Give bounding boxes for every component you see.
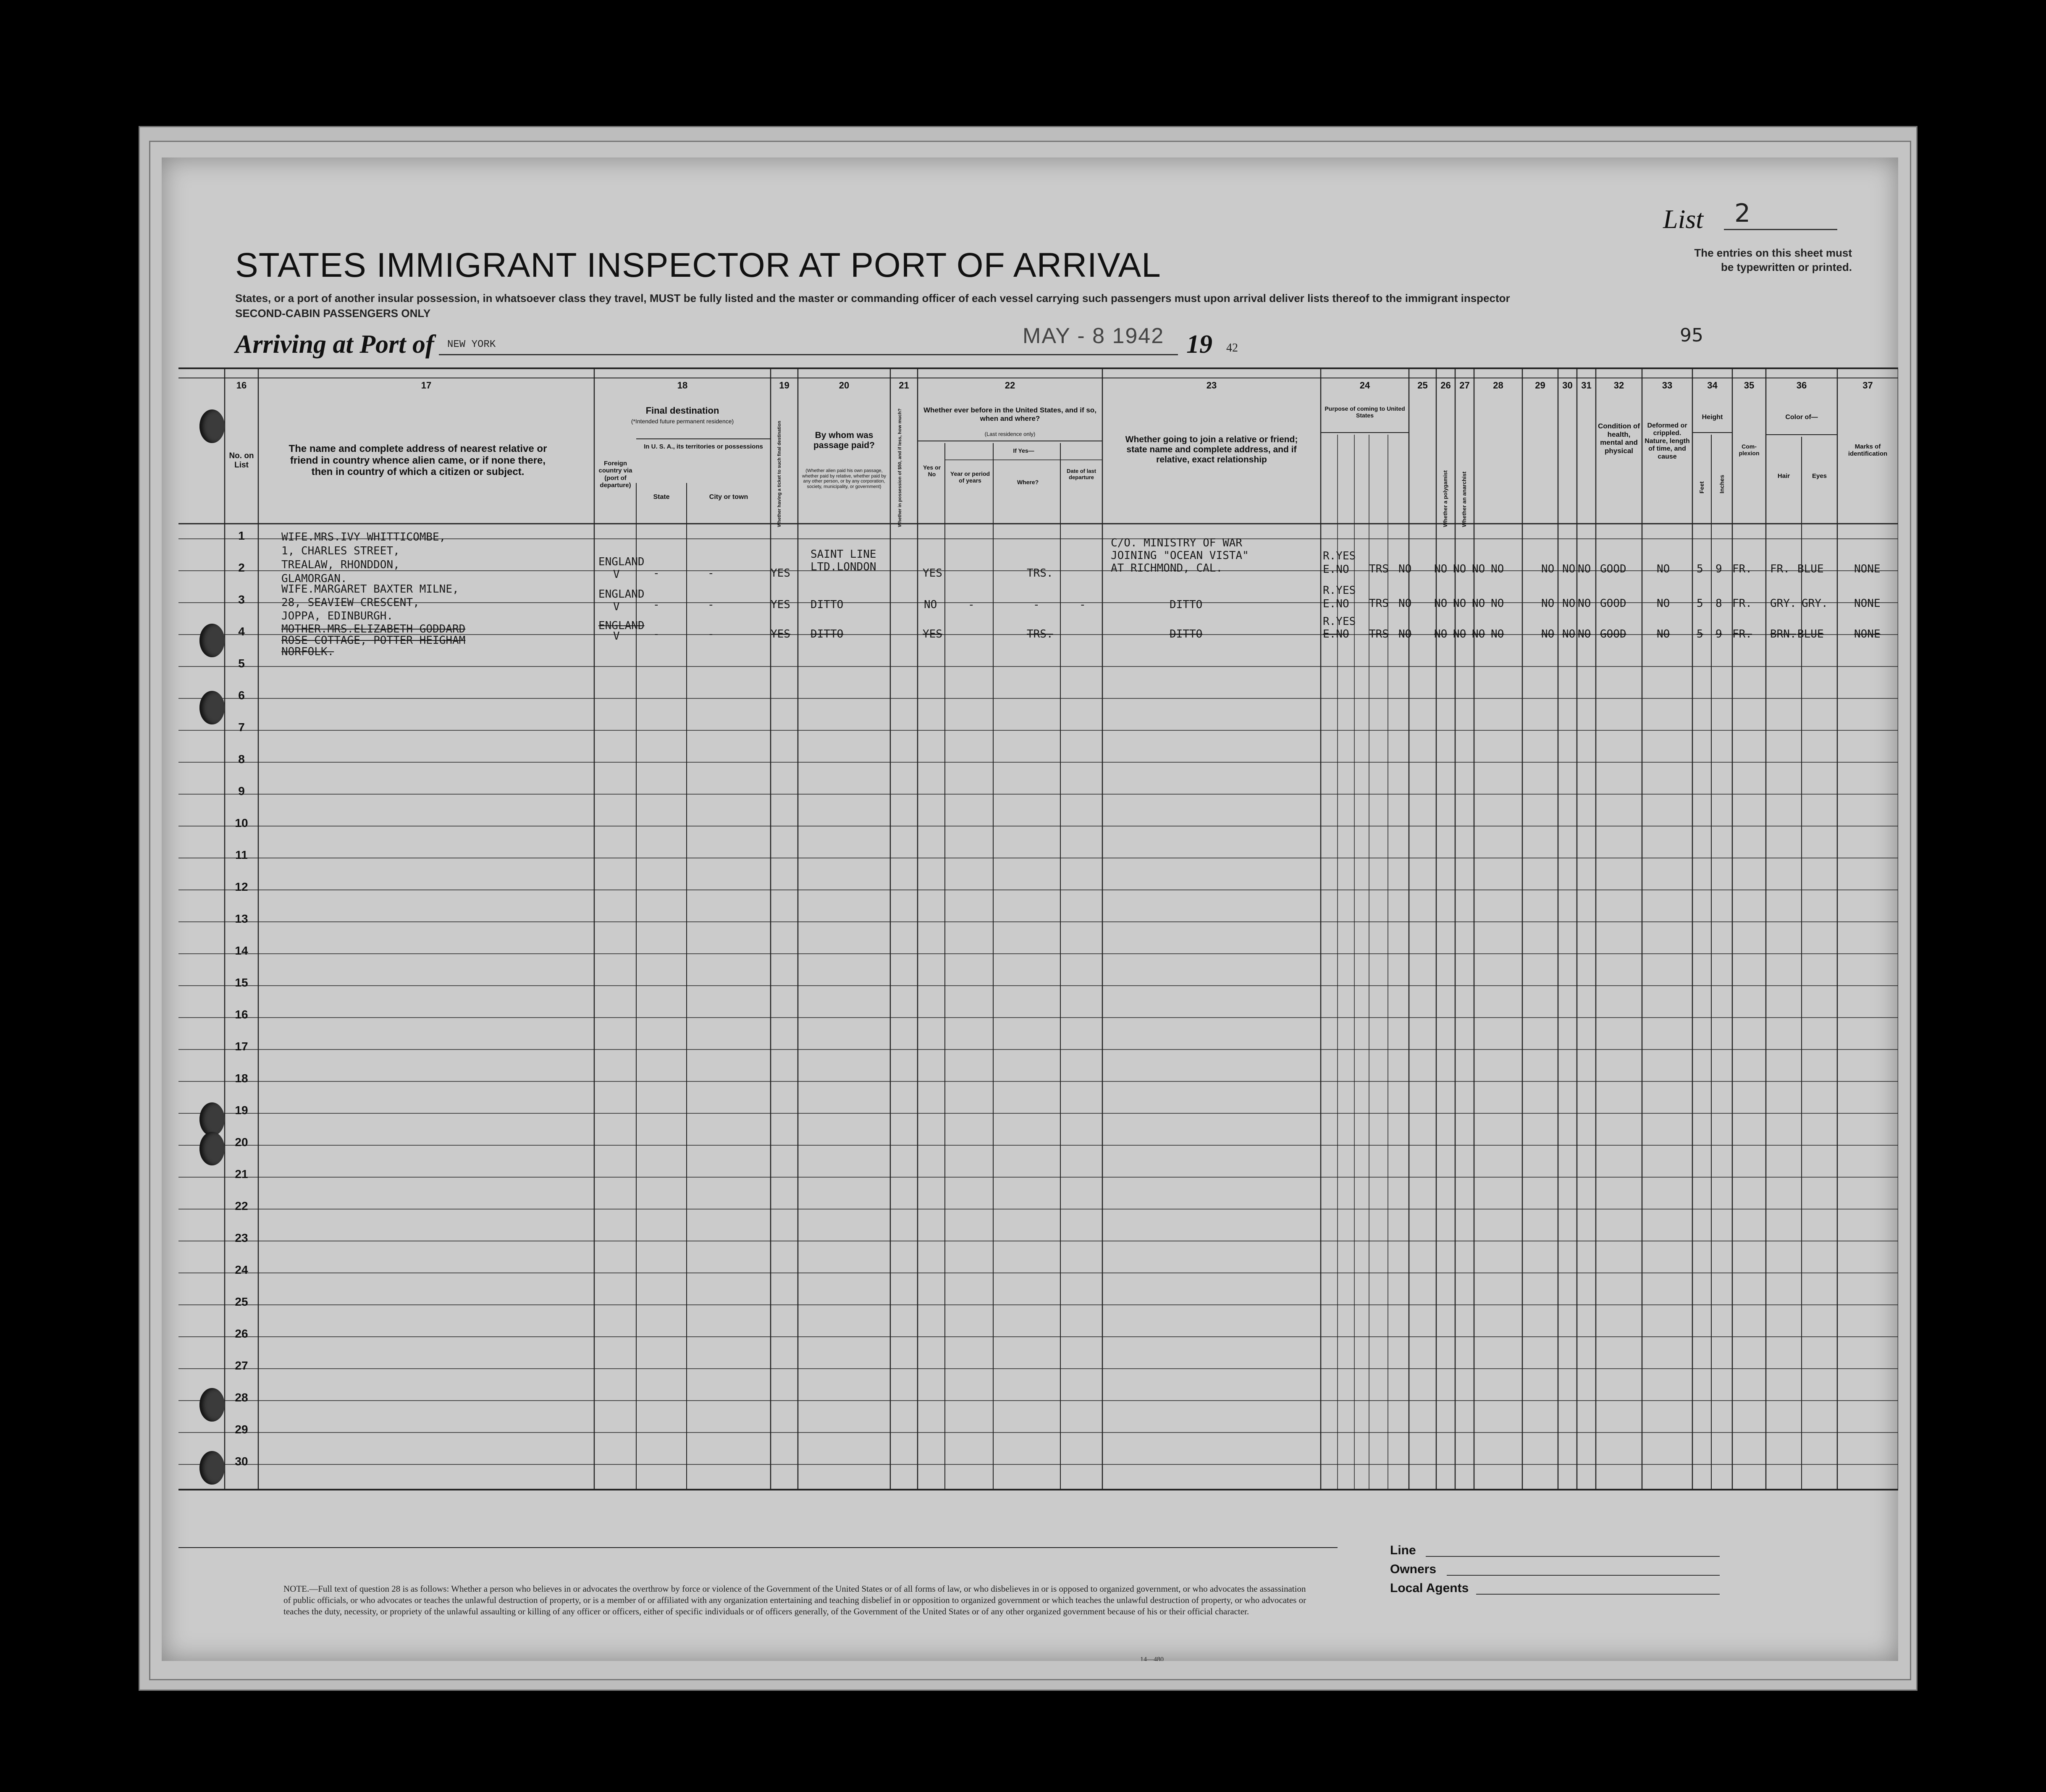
row2-health: GOOD bbox=[1600, 597, 1626, 610]
row2-c30: NO bbox=[1562, 597, 1576, 610]
page-number: 95 bbox=[1680, 325, 1703, 346]
row-number: 13 bbox=[235, 912, 248, 925]
row1-feet: 5 bbox=[1697, 563, 1703, 575]
row1-c25: NO bbox=[1398, 563, 1412, 575]
header-health: Condition of health, mental and physical bbox=[1597, 422, 1640, 455]
row2-where: - bbox=[1033, 598, 1040, 611]
row1-join: C/O. MINISTRY OF WAR JOINING "OCEAN VISTA" AT RICHMOND, CAL. bbox=[1111, 537, 1249, 575]
header-where: Where? bbox=[1017, 479, 1039, 485]
row1-foreign: ENGLAND bbox=[598, 556, 645, 568]
row2-c26: NO bbox=[1434, 597, 1448, 610]
row2-marks: NONE bbox=[1854, 597, 1881, 610]
row-number: 12 bbox=[235, 880, 248, 893]
row2-departure: - bbox=[1079, 598, 1086, 611]
row2-c28: NO bbox=[1491, 597, 1504, 610]
row2-hair: GRY. bbox=[1770, 597, 1797, 610]
header-year: Year or period of years bbox=[950, 470, 990, 484]
entries-note: The entries on this sheet must be typewritten or printed. bbox=[1694, 247, 1852, 273]
row1-length: TRS bbox=[1369, 563, 1389, 575]
arrival-date-stamp: MAY - 8 1942 bbox=[1023, 324, 1165, 348]
row3-c30: NO bbox=[1562, 628, 1576, 640]
col-number: 20 bbox=[839, 380, 850, 391]
header-fifty-dollars: Whether in possession of $50, and if less, how much? bbox=[897, 408, 902, 527]
header-if-yes: If Yes— bbox=[1013, 447, 1034, 454]
row3-deformed: NO bbox=[1657, 628, 1670, 640]
row-number: 3 bbox=[238, 593, 245, 606]
header-ticket: Whether having a ticket to such final destination bbox=[777, 420, 782, 527]
row-number: 20 bbox=[235, 1136, 248, 1149]
line-label: Line bbox=[1390, 1543, 1416, 1557]
header-yes-no: Yes or No bbox=[923, 464, 941, 478]
header-complexion: Com-plexion bbox=[1739, 443, 1760, 457]
year-value: 42 bbox=[1226, 341, 1238, 354]
row1-marks: NONE bbox=[1854, 563, 1881, 575]
year-prefix: 19 bbox=[1186, 330, 1212, 359]
row2-length: TRS bbox=[1369, 597, 1389, 610]
row3-marks: NONE bbox=[1854, 628, 1881, 640]
binder-hole bbox=[199, 1132, 225, 1165]
form-number: 14—480 bbox=[1140, 1656, 1164, 1661]
row3-join: DITTO bbox=[1170, 628, 1203, 640]
manifest-sheet bbox=[162, 157, 1898, 1661]
row3-c28: NO bbox=[1491, 628, 1504, 640]
list-label: List bbox=[1663, 204, 1704, 234]
row-number: 15 bbox=[235, 976, 248, 989]
row-number: 18 bbox=[235, 1072, 248, 1085]
row3-c27b: NO bbox=[1472, 628, 1485, 640]
header-hair: Hair bbox=[1777, 472, 1790, 480]
row1-where: TRS. bbox=[1027, 567, 1053, 580]
row2-inches: 8 bbox=[1715, 597, 1722, 610]
col-number: 26 bbox=[1440, 380, 1451, 391]
row2-complexion: FR. bbox=[1732, 597, 1752, 610]
row-number: 16 bbox=[235, 1008, 248, 1021]
binder-hole bbox=[199, 409, 225, 443]
row1-c27b: NO bbox=[1472, 563, 1485, 575]
col-number: 37 bbox=[1862, 380, 1873, 391]
header-foreign-country: Foreign country via (port of departure) bbox=[598, 460, 632, 489]
row-number: 7 bbox=[238, 721, 245, 734]
col-number: 17 bbox=[421, 380, 432, 391]
row3-paid: DITTO bbox=[811, 628, 844, 640]
row1-state: - bbox=[653, 567, 660, 580]
row3-c26: NO bbox=[1434, 628, 1448, 640]
row3-state: - bbox=[653, 628, 660, 640]
row2-city: - bbox=[708, 598, 714, 611]
row-number: 26 bbox=[235, 1327, 248, 1340]
passenger-class: SECOND-CABIN PASSENGERS ONLY bbox=[235, 307, 431, 320]
row3-purpose: R.YES E.NO bbox=[1323, 615, 1356, 640]
row-number: 22 bbox=[235, 1199, 248, 1212]
header-eyes: Eyes bbox=[1812, 472, 1827, 480]
row3-c25: NO bbox=[1398, 628, 1412, 640]
row1-ticket: YES bbox=[771, 567, 790, 580]
owners-underline bbox=[1447, 1575, 1720, 1576]
row1-relative: WIFE.MRS.IVY WHITTICOMBE, 1, CHARLES STREET, TREALAW, RHONDDON, GLAMORGAN. bbox=[281, 531, 446, 585]
row3-c31: NO bbox=[1578, 628, 1591, 640]
row3-via: V bbox=[613, 630, 620, 643]
col-number: 25 bbox=[1417, 380, 1428, 391]
row3-where: TRS. bbox=[1027, 628, 1053, 640]
row-number: 29 bbox=[235, 1423, 248, 1436]
row2-state: - bbox=[653, 598, 660, 611]
header-ever-before: Whether ever before in the United States, and if so, when and where? bbox=[923, 406, 1096, 422]
header-usa: In U. S. A., its territories or possessions bbox=[644, 443, 763, 450]
binder-hole bbox=[199, 1102, 225, 1136]
row-number: 19 bbox=[235, 1104, 248, 1117]
col-number: 24 bbox=[1359, 380, 1370, 391]
row2-c31: NO bbox=[1578, 597, 1591, 610]
row3-hair: BRN. bbox=[1770, 628, 1797, 640]
row2-join: DITTO bbox=[1170, 598, 1203, 611]
footnote-question-28: NOTE.—Full text of question 28 is as follows: Whether a person who believes in or advocates the overthrow by force or violence of the Government of the United States or of all forms of law, or who disbelieves in or is opposed to organized government, or who advocates the assassination of public officials, or who advocates or teaches the unlawful destruction of property, or is a member of or affiliated with any organization entertaining and teaching disbelief in or opposition to organized government or which teaches the unlawful destruction of property, or who advocates or teaches the duty, necessity, or propriety of the unlawful assaulting or killing of any officer or officers, either of specific individuals or of officers generally, of the Government of the United States or of any other organized government because of his or their official character. bbox=[283, 1584, 1306, 1616]
row-number: 2 bbox=[238, 561, 245, 574]
row1-c28: NO bbox=[1491, 563, 1504, 575]
binder-hole bbox=[199, 624, 225, 657]
row3-c29: NO bbox=[1541, 628, 1555, 640]
row2-ticket: YES bbox=[771, 598, 790, 611]
row1-before: YES bbox=[923, 567, 942, 580]
header-state: State bbox=[653, 493, 670, 501]
row1-city: - bbox=[708, 567, 714, 580]
row1-eyes: BLUE bbox=[1797, 563, 1824, 575]
owners-label: Owners bbox=[1390, 1562, 1437, 1576]
row3-complexion: FR. bbox=[1732, 628, 1752, 640]
row2-c29: NO bbox=[1541, 597, 1555, 610]
header-marks: Marks of identification bbox=[1848, 443, 1888, 458]
header-passage-paid-sub: (Whether alien paid his own passage, whether paid by relative, whether paid by any other person, or by any corporation, society, municipality, or government) bbox=[802, 468, 886, 489]
row2-relative: WIFE.MARGARET BAXTER MILNE, 28, SEAVIEW CRESCENT, JOPPA, EDINBURGH. bbox=[281, 583, 459, 622]
col-number: 18 bbox=[677, 380, 688, 391]
header-height: Height bbox=[1702, 414, 1723, 421]
row3-c27: NO bbox=[1453, 628, 1466, 640]
col-number: 31 bbox=[1581, 380, 1592, 391]
col-number: 22 bbox=[1005, 380, 1015, 391]
row1-c26: NO bbox=[1434, 563, 1448, 575]
row3-feet: 5 bbox=[1697, 628, 1703, 640]
row1-via: V bbox=[613, 568, 620, 581]
col-number: 27 bbox=[1459, 380, 1470, 391]
row2-paid: DITTO bbox=[811, 598, 844, 611]
row2-before: NO bbox=[924, 598, 937, 611]
local-agents-label: Local Agents bbox=[1390, 1581, 1469, 1595]
binder-hole bbox=[199, 1388, 225, 1422]
row1-purpose: R.YES E.NO bbox=[1323, 550, 1356, 576]
col-number: 36 bbox=[1796, 380, 1807, 391]
header-polygamist: Whether a polygamist bbox=[1442, 470, 1448, 527]
row3-eyes: BLUE bbox=[1797, 628, 1824, 640]
col-number: 33 bbox=[1662, 380, 1673, 391]
port-value: NEW YORK bbox=[447, 339, 496, 350]
header-color: Color of— bbox=[1785, 414, 1818, 421]
col-number: 23 bbox=[1206, 380, 1217, 391]
header-join-relative: Whether going to join a relative or friend; state name and complete address, and if relative, exact relationship bbox=[1125, 435, 1298, 465]
row2-c25: NO bbox=[1398, 597, 1412, 610]
header-purpose: Purpose of coming to United States bbox=[1325, 405, 1405, 419]
row3-foreign: ENGLAND bbox=[598, 619, 645, 632]
row1-paid: SAINT LINE LTD.LONDON bbox=[811, 548, 876, 573]
row2-via: V bbox=[613, 601, 620, 613]
header-ever-before-sub: (Last residence only) bbox=[984, 431, 1036, 437]
header-inches: Inches bbox=[1718, 475, 1725, 493]
header-passage-paid: By whom was passage paid? bbox=[813, 430, 875, 451]
header-anarchist: Whether an anarchist bbox=[1461, 471, 1467, 527]
header-final-destination-sub: (*Intended future permanent residence) bbox=[631, 418, 734, 425]
list-number: 2 bbox=[1734, 199, 1751, 228]
page-subtitle: States, or a port of another insular possession, in whatsoever class they travel, MUST be fully listed and the master or commanding officer of each vessel carrying such passengers must upon arrival deliver lists thereof to the immigrant inspector bbox=[235, 292, 1510, 304]
row2-c27b: NO bbox=[1472, 597, 1485, 610]
row2-feet: 5 bbox=[1697, 597, 1703, 610]
row1-c30: NO bbox=[1562, 563, 1576, 575]
row2-eyes: GRY. bbox=[1802, 597, 1828, 610]
agents-underline bbox=[1476, 1594, 1720, 1595]
col-number: 35 bbox=[1744, 380, 1755, 391]
row-number: 6 bbox=[238, 689, 245, 702]
binder-hole bbox=[199, 1451, 225, 1485]
header-date-departure: Date of last departure bbox=[1066, 468, 1096, 480]
col-number: 16 bbox=[236, 380, 247, 391]
row-number: 14 bbox=[235, 944, 248, 957]
header-feet: Feet bbox=[1698, 481, 1705, 493]
row1-c29: NO bbox=[1541, 563, 1555, 575]
row3-inches: 9 bbox=[1715, 628, 1722, 640]
page-title: STATES IMMIGRANT INSPECTOR AT PORT OF ARRIVAL bbox=[235, 246, 1161, 284]
arriving-label: Arriving at Port of bbox=[235, 330, 434, 359]
row1-c31: NO bbox=[1578, 563, 1591, 575]
row3-health: GOOD bbox=[1600, 628, 1626, 640]
header-no-on-list: No. on List bbox=[229, 451, 254, 470]
row-number: 8 bbox=[238, 753, 245, 766]
col-number: 32 bbox=[1613, 380, 1624, 391]
line-underline bbox=[1426, 1556, 1720, 1557]
col-number: 34 bbox=[1707, 380, 1718, 391]
row3-before: YES bbox=[923, 628, 942, 640]
row1-deformed: NO bbox=[1657, 563, 1670, 575]
row-number: 30 bbox=[235, 1455, 248, 1468]
col-number: 29 bbox=[1535, 380, 1545, 391]
row1-c27: NO bbox=[1453, 563, 1466, 575]
row-number: 17 bbox=[235, 1040, 248, 1053]
row-number: 5 bbox=[238, 657, 245, 670]
row-number: 23 bbox=[235, 1231, 248, 1244]
row3-relative: MOTHER.MRS.ELIZABETH GODDARD ROSE COTTAGE, POTTER HEIGHAM NORFOLK. bbox=[281, 623, 466, 658]
row2-purpose: R.YES E.NO bbox=[1323, 584, 1356, 610]
header-nearest-relative: The name and complete address of nearest relative or friend in country whence alien came, or if none there, then in country of which a citizen or subject. bbox=[289, 443, 547, 478]
row1-health: GOOD bbox=[1600, 563, 1626, 575]
row-number: 27 bbox=[235, 1359, 248, 1372]
row-number: 11 bbox=[235, 848, 248, 861]
row2-deformed: NO bbox=[1657, 597, 1670, 610]
col-number: 21 bbox=[899, 380, 909, 391]
col-number: 28 bbox=[1493, 380, 1503, 391]
row-number: 28 bbox=[235, 1391, 248, 1404]
header-deformed: Deformed or crippled. Nature, length of time, and cause bbox=[1645, 422, 1690, 460]
row-number: 1 bbox=[238, 529, 245, 542]
row2-c27: NO bbox=[1453, 597, 1466, 610]
row3-length: TRS bbox=[1369, 628, 1389, 640]
row-number: 25 bbox=[235, 1295, 248, 1308]
row1-complexion: FR. bbox=[1732, 563, 1752, 575]
row-number: 21 bbox=[235, 1168, 248, 1181]
row3-ticket: YES bbox=[771, 628, 790, 640]
col-number: 19 bbox=[779, 380, 790, 391]
binder-hole bbox=[199, 691, 225, 724]
header-city: City or town bbox=[709, 493, 748, 501]
row-number: 9 bbox=[238, 784, 245, 798]
row2-foreign: ENGLAND bbox=[598, 588, 645, 601]
row1-inches: 9 bbox=[1715, 563, 1722, 575]
row-number: 24 bbox=[235, 1263, 248, 1276]
header-final-destination: Final destination bbox=[645, 405, 719, 416]
row1-hair: FR. bbox=[1770, 563, 1790, 575]
row-number: 10 bbox=[235, 816, 248, 829]
row-number: 4 bbox=[238, 625, 245, 638]
row2-year: - bbox=[968, 598, 975, 611]
row3-city: - bbox=[708, 628, 714, 640]
col-number: 30 bbox=[1562, 380, 1573, 391]
